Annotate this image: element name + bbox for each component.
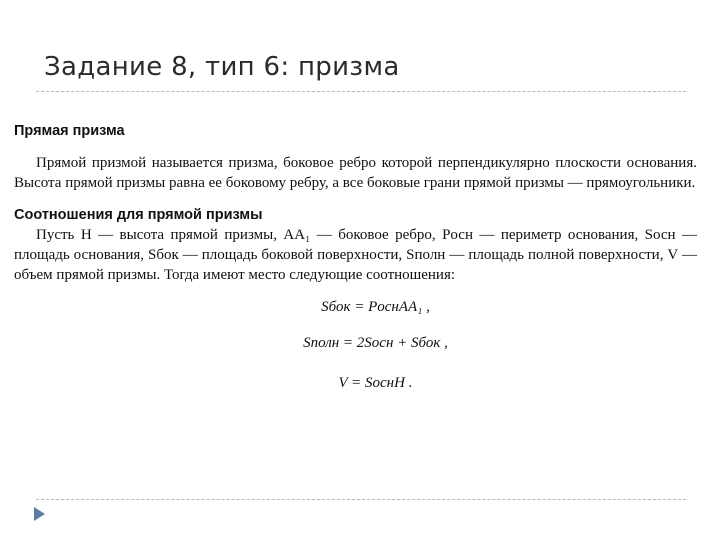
top-divider	[36, 91, 686, 92]
section-heading-relations: Соотношения для прямой призмы	[14, 207, 263, 223]
slide-title: Задание 8, тип 6: призма	[44, 52, 400, 82]
slide-content	[14, 121, 697, 393]
bottom-divider	[36, 499, 686, 500]
formula-volume: V = SоснH .	[338, 375, 413, 391]
section-heading-prism: Прямая призма	[14, 123, 125, 139]
triangle-right-icon[interactable]	[34, 507, 45, 521]
formula-total-area: Sполн = 2Sосн + Sбок ,	[303, 335, 448, 351]
relations-paragraph: Пусть H — высота прямой призмы, AA₁ — боковое ребро, Pосн — периметр основания, Sосн — площадь основания, Sбок — площадь боковой поверхности, Sполн — площадь полной поверхности, V — объем прямой призмы. Тогда имеют место следующие соотношения:	[14, 227, 697, 283]
definition-paragraph: Прямой призмой называется призма, боковое ребро которой перпендикулярно плоскости основания. Высота прямой призмы равна ее боковому ребру, а все боковые грани прямой призмы — прямоугольники.	[14, 155, 697, 191]
formula-lateral-area: Sбок = PоснAA₁ ,	[321, 299, 430, 315]
